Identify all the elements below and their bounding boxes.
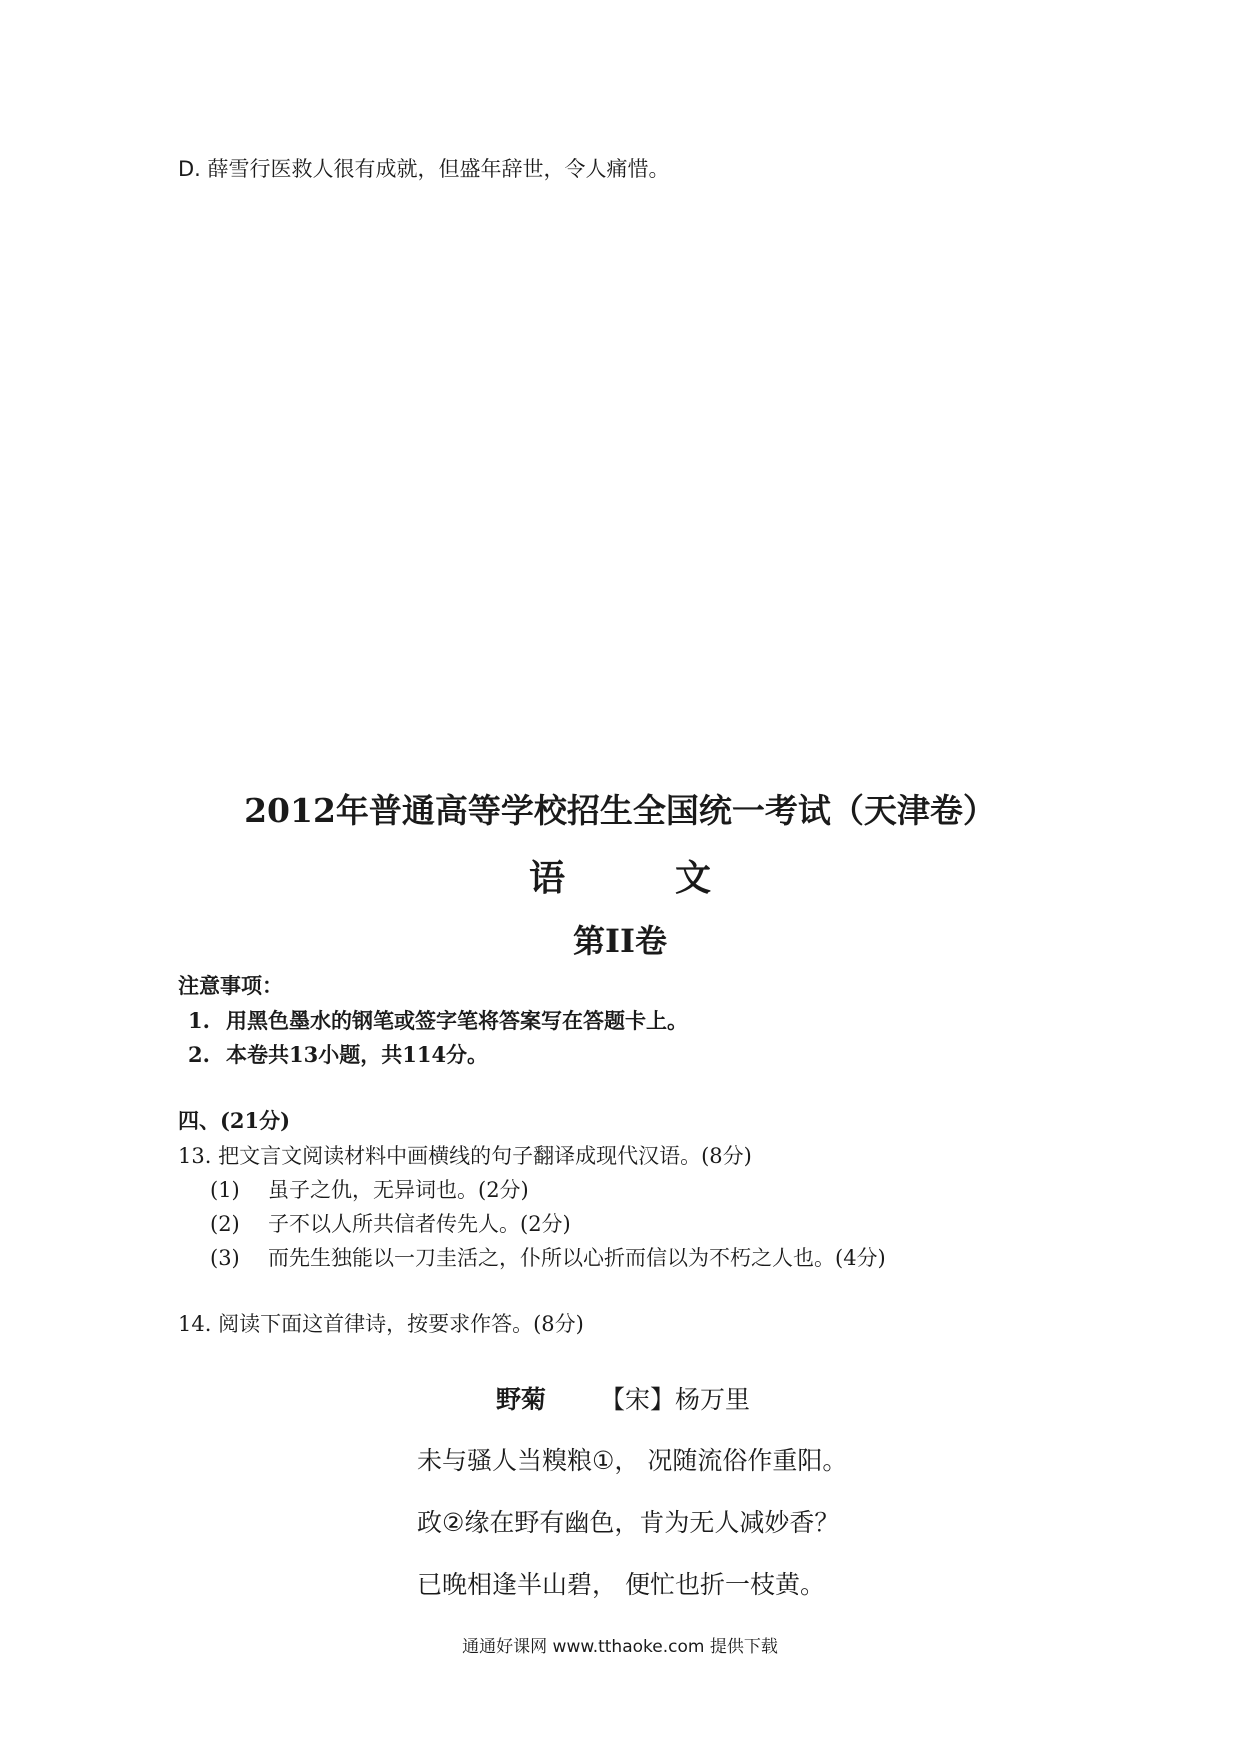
- volume-title: 第II卷: [573, 922, 667, 960]
- subject-title: 语文: [528, 857, 821, 899]
- question-13: 13. 把文言文阅读材料中画横线的句子翻译成现代汉语。(8分): [178, 1144, 752, 1168]
- sub-question-text: 子不以人所共信者传先人。(2分): [268, 1212, 571, 1236]
- sub-question: [210, 1174, 529, 1204]
- sub-question-number: (3): [210, 1246, 240, 1270]
- notice-item-text: 本卷共13小题，共114分。: [226, 1042, 489, 1067]
- question-14: 14. 阅读下面这首律诗，按要求作答。(8分): [178, 1312, 584, 1336]
- poem-line: 未与骚人当糗粮①， 况随流俗作重阳。: [417, 1446, 848, 1475]
- poem-author: 【宋】杨万里: [600, 1385, 751, 1414]
- poem-line: 已晚相逢半山碧， 便忙也折一枝黄。: [417, 1570, 825, 1599]
- poem-line: 政②缘在野有幽色，肯为无人减妙香？: [417, 1508, 840, 1537]
- download-footer: 通通好课网 www.tthaoke.com 提供下载: [462, 1637, 778, 1657]
- section-heading: 四、(21分): [178, 1108, 291, 1133]
- notice-item-text: 用黑色墨水的钢笔或签字笔将答案写在答题卡上。: [226, 1008, 688, 1033]
- sub-question: [210, 1242, 886, 1272]
- notice-item: [188, 1005, 688, 1035]
- notice-item-number: 2.: [188, 1042, 210, 1067]
- poem-title: 野菊: [496, 1385, 547, 1414]
- sub-question-number: (2): [210, 1212, 240, 1236]
- sub-question-number: (1): [210, 1178, 240, 1202]
- notice-item: [188, 1039, 488, 1069]
- notice-item-number: 1.: [188, 1008, 210, 1033]
- answer-option-d: D. 薛雪行医救人很有成就，但盛年辞世，令人痛惜。: [178, 157, 670, 181]
- exam-title: 2012年普通高等学校招生全国统一考试（天津卷）: [244, 791, 996, 830]
- sub-question-text: 虽子之仇，无异词也。(2分): [268, 1178, 529, 1202]
- sub-question-text: 而先生独能以一刀圭活之，仆所以心折而信以为不朽之人也。(4分): [268, 1246, 886, 1270]
- sub-question: [210, 1208, 571, 1238]
- notice-heading: 注意事项：: [178, 973, 283, 998]
